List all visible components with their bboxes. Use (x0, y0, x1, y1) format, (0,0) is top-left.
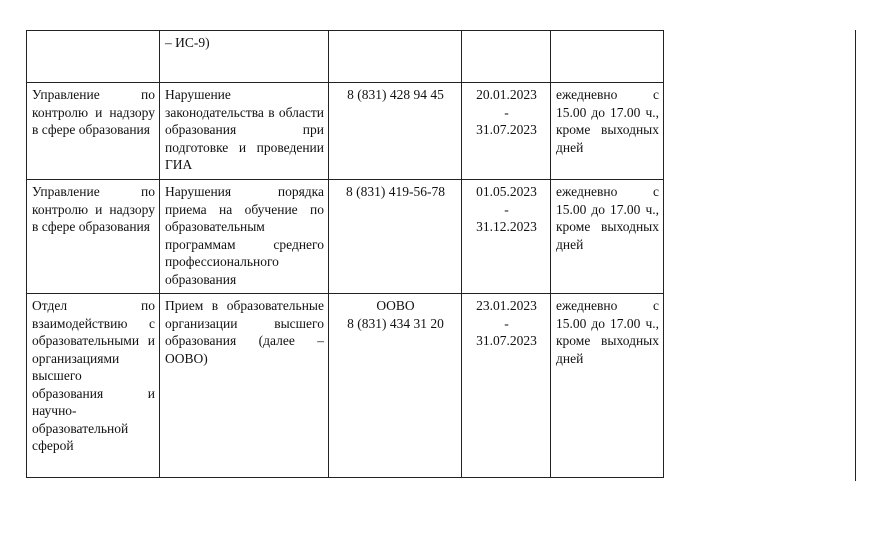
page-border-line (855, 30, 856, 481)
period-cell (462, 294, 551, 478)
period-dash: - (504, 104, 509, 120)
dept-cell: Управление по контролю и надзору в сфере образования (27, 83, 160, 180)
phone-number: 8 (831) 434 31 20 (347, 315, 444, 331)
phone-cell: 8 (831) 419-56-78 (329, 180, 462, 294)
phone-cell (329, 31, 462, 83)
dept-cell: Управление по контролю и надзору в сфере образования (27, 180, 160, 294)
period-start: 23.01.2023 (476, 298, 537, 313)
dept-cell (27, 31, 160, 83)
table-row (27, 180, 664, 294)
subject-cell: Прием в образовательные организации высшего образования (далее – ООВО) (160, 294, 329, 478)
phone-cell: 8 (831) 428 94 45 (329, 83, 462, 180)
schedule-cell: ежедневно с 15.00 до 17.00 ч., кроме выходных дней (551, 294, 664, 478)
table-row (27, 83, 664, 180)
dept-cell: Отдел по взаимодействию с образовательными и организациями высшего образования и научно-образовательной сферой (27, 294, 160, 478)
period-cell (462, 83, 551, 180)
phone-label: ООВО (376, 298, 415, 313)
period-dash: - (504, 201, 509, 217)
period-end: 31.07.2023 (476, 122, 537, 137)
period-end: 31.12.2023 (476, 219, 537, 234)
table-row (27, 31, 664, 83)
schedule-cell: ежедневно с 15.00 до 17.00 ч., кроме выходных дней (551, 83, 664, 180)
table-row (27, 294, 664, 478)
schedule-cell: ежедневно с 15.00 до 17.00 ч., кроме выходных дней (551, 180, 664, 294)
subject-cell: Нарушение законодательства в области образования при подготовке и проведении ГИА (160, 83, 329, 180)
period-start: 20.01.2023 (476, 87, 537, 102)
subject-cell: Нарушения порядка приема на обучение по образовательным программам среднего профессионального образования (160, 180, 329, 294)
subject-cell: – ИС-9) (160, 31, 329, 83)
contacts-table (26, 30, 664, 478)
phone-cell (329, 294, 462, 478)
period-end: 31.07.2023 (476, 333, 537, 348)
schedule-cell (551, 31, 664, 83)
period-start: 01.05.2023 (476, 184, 537, 199)
period-dash: - (504, 315, 509, 331)
period-cell (462, 180, 551, 294)
period-cell (462, 31, 551, 83)
